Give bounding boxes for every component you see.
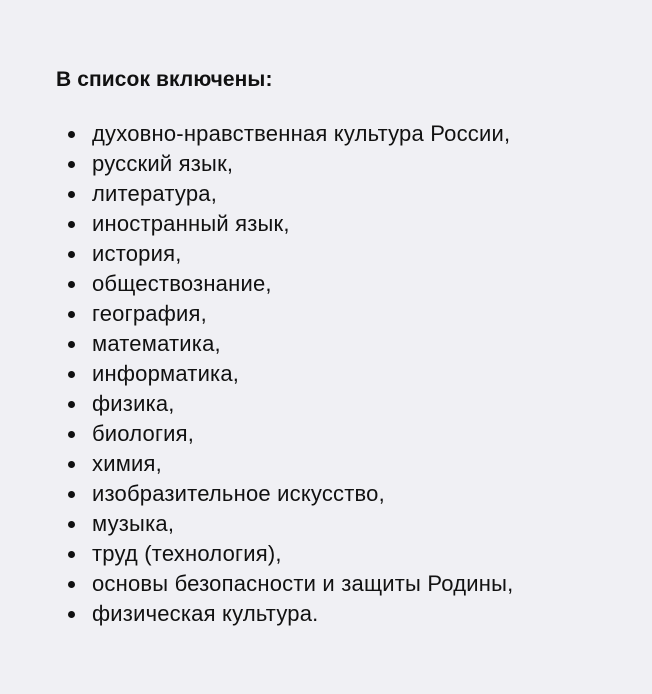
- bullet-icon: [68, 491, 75, 498]
- bullet-icon: [68, 551, 75, 558]
- bullet-icon: [68, 371, 75, 378]
- bullet-icon: [68, 431, 75, 438]
- bullet-icon: [68, 161, 75, 168]
- list-item: [56, 329, 636, 359]
- list-item-text: химия,: [92, 451, 162, 476]
- bullet-icon: [68, 341, 75, 348]
- list-item-text: история,: [92, 241, 182, 266]
- list-item: [56, 389, 636, 419]
- list-item: [56, 179, 636, 209]
- list-item: [56, 539, 636, 569]
- list-item-text: физическая культура.: [92, 601, 319, 626]
- bullet-icon: [68, 461, 75, 468]
- bullet-icon: [68, 281, 75, 288]
- list-item: [56, 149, 636, 179]
- list-item: [56, 269, 636, 299]
- list-item: [56, 299, 636, 329]
- list-item: [56, 209, 636, 239]
- list-item-text: обществознание,: [92, 271, 272, 296]
- list-item: [56, 239, 636, 269]
- list-item-text: информатика,: [92, 361, 240, 386]
- bullet-icon: [68, 311, 75, 318]
- bullet-icon: [68, 221, 75, 228]
- list-heading: В список включены:: [56, 68, 273, 91]
- bullet-icon: [68, 521, 75, 528]
- list-item: [56, 569, 636, 599]
- list-item: [56, 449, 636, 479]
- list-item: [56, 419, 636, 449]
- list-item: [56, 119, 636, 149]
- list-item: [56, 599, 636, 629]
- list-item-text: русский язык,: [92, 151, 234, 176]
- bullet-icon: [68, 581, 75, 588]
- bullet-icon: [68, 191, 75, 198]
- list-item-text: музыка,: [92, 511, 175, 536]
- list-item-text: иностранный язык,: [92, 211, 290, 236]
- list-item-text: изобразительное искусство,: [92, 481, 385, 506]
- list-item: [56, 359, 636, 389]
- list-item-text: биология,: [92, 421, 195, 446]
- list-item-text: математика,: [92, 331, 221, 356]
- list-item-text: литература,: [92, 181, 218, 206]
- list-item-text: география,: [92, 301, 207, 326]
- bullet-icon: [68, 611, 75, 618]
- list-item-text: духовно-нравственная культура России,: [92, 121, 511, 146]
- document-content: [56, 64, 636, 629]
- list-item: [56, 479, 636, 509]
- subject-list: [56, 119, 636, 629]
- list-item: [56, 509, 636, 539]
- bullet-icon: [68, 251, 75, 258]
- list-item-text: труд (технология),: [92, 541, 282, 566]
- bullet-icon: [68, 131, 75, 138]
- list-item-text: физика,: [92, 391, 175, 416]
- list-item-text: основы безопасности и защиты Родины,: [92, 571, 514, 596]
- bullet-icon: [68, 401, 75, 408]
